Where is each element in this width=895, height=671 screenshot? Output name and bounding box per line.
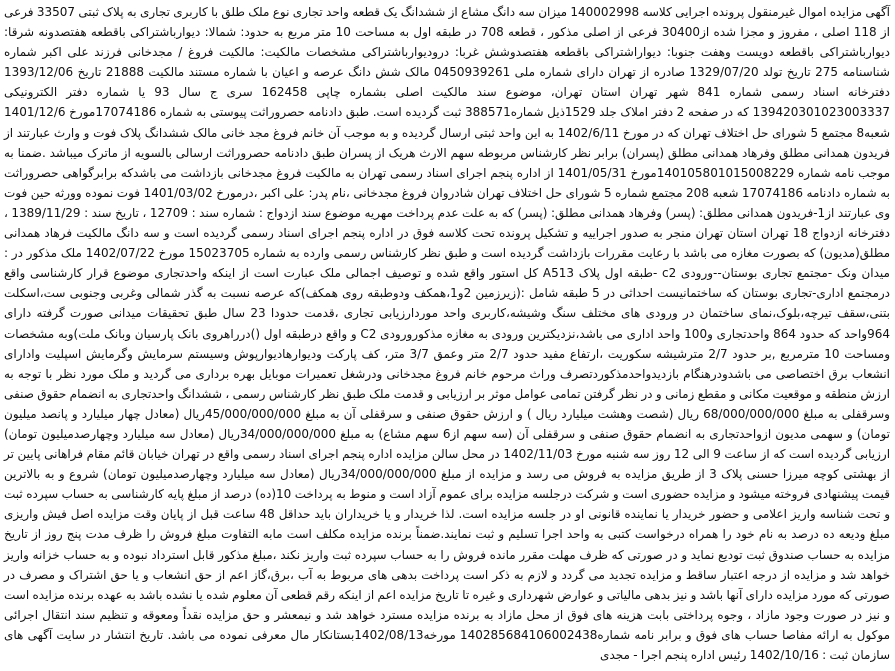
auction-notice-text: آگهی مزایده اموال غیرمنقول پرونده اجرایی کلاسه 140002998 میزان سه دانگ مشاع از ششدانگ یک قطعه واحد تجاری نوع ملک طلق با کاربری تجاری به پلاک ثبتی 33507 فرعی از 118 اصلی ، مفروز و مجزا شده از30400 فرعی از اصلی مذکور ، قطعه 708 در طبقه اول به مساحت 10 متر مربع به حدود: شمالا: دیوارباشتراکی باقطعه هفتصدونه شرقا: دیوارباشتراکی باقطعه دویست وهفت جنوبا: دیواراشتراکی باقطعه هفتصدوشش غربا: درودیوارباشتراکی مشخصات مالکیت: مالکیت فروغ / مجدخانی فرزند علی اکبر شماره شناسنامه 275 تاریخ تولد 1329/07/20 صادره از تهران دارای شماره ملی 0450939261 مالک شش دانگ عرصه و اعیان با شماره مستند مالکیت 21888 تاریخ 1393/12/06 دفترخانه اسناد رسمی شماره 841 شهر تهران استان تهران، موضوع سند مالکیت اصلی بشماره چاپی 162458 سری ج سال 93 یا شماره دفتر الکترونیکی 139420301023003337 که در صفحه 2 دفتر املاک جلد 1529ذیل شماره388571 ثبت گردیده است. طبق دادنامه حصروراثت پیوستی به شماره 17074186مورخ 1401/12/6 شعبه8 مجتمع 5 شورای حل اختلاف تهران که در مورخ 1402/6/11 به این واحد ثبتی ارسال گردیده و به موجب آن خانم فروغ مجد خانی مالک ششدانگ پلاک فوت و وارث عبارتند از فریدون همدانی مطلق وفرهاد همدانی مطلق (پسران) برابر نظر کارشناس مربوطه سهم الارث هریک از پسران طبق دادنامه حصروراثت ارسالی بالسویه از ماترک میباشد .ضمنا به موجب نامه شماره 140105801015008229مورخ 1401/05/31 از اداره پنجم اجرای اسناد رسمی تهران به مالکیت فروغ مجدخانی بازداشت می باشدکه برابرگواهی حصروراثت به شماره دادنامه 17074186 شعبه 208 مجتمع شماره 5 شورای حل اختلاف تهران شادروان فروغ مجدخانی ،نام پدر: علی اکبر ،درمورخ 1401/03/02 فوت نموده وورثه حین فوت وی عبارتند از1-فریدون همدانی مطلق: (پسر) وفرهاد همدانی مطلق: (پسر) که به علت عدم پرداخت مهریه موضوع سند ازدواج : شماره سند : 12709 ، تاریخ سند : 1389/11/29 ، دفترخانه ازدواج 18 تهران استان تهران منجر به صدور اجراییه و تشکیل پرونده تحت کلاسه فوق در اداره پنجم اجرای اسناد رسمی گردیده است و سه دانگ مالکیت فرهاد همدانی مطلق(مدیون) که بصورت مغازه می باشد با رعایت مقررات بازداشت گردیده است و طبق نظر کارشناس رسمی وارده به شماره 15023705 مورخ 1402/07/22 ملک مذکور در : میدان ونک -مجتمع تجاری بوستان--ورودی c2 -طبقه اول پلاک A513 کل استور واقع شده و توصیف اجمالی ملک عبارت است از اینکه واحدتجاری موضوع قرار کارشناسی واقع درمجتمع اداری-تجاری بوستان که ساختمانیست احداثی در 5 طبقه شامل :(زیرزمین 2و1،همکف ودوطبقه روی همکف)که عرصه نسبت به گذر شمالی وغربی وجنوبی ست،اسکلت بتنی،سقف تیرچه،بلوک،نمای ساختمان در ورودی های مختلف سنگ وشیشه،کاربری واحد موردارزیابی تجاری ،قدمت حدودا 23 سال طبق تحقیقات میدانی صورت گرفته دارای 964واحد که حدود 864 واحدتجاری و100 واحد اداری می باشد،نزدیکترین ورودی به مغازه مذکورورودی C2 و واقع درطبقه اول ()درراهروی بانک پارسیان وبانک ملت)وبه مشخصات ومساحت 10 مترمربع ,بر حدود 2/7 مترشیشه سکوریت ،ارتفاع مفید حدود 2/7 متر وعمق 3/7 متر، کف پارکت ودیوارهادیوارپوش وسیستم سرمایش وگرمایش اسپلیت وادارای انشعاب برق اختصاصی می باشدودرهنگام بازدیدواحدمذکوردتصرف وراث مرحوم خانم فروغ مجدخانی ودرشغل تعمیرات موبایل بهره برداری می گردید و ملک مورد نظر با توجه به ارزش منطقه و موقعیت مکانی و مقطع زمانی و در نظر گرفتن تمامی عوامل موثر بر ارزیابی و قدمت ملک طبق نظر کارشناس رسمی ، ششدانگ واحدتجاری به انضمام حقوق صنفی وسرقفلی به مبلغ 68/000/000/000 ریال (شصت وهشت میلیارد ریال ) و ارزش حقوق صنفی و سرقفلی آن به مبلغ 45/000/000/000ریال (معادل چهار میلیارد و پانصد میلیون تومان) و سهمی مدیون ازواحدتجاری به انضمام حقوق صنفی و سرقفلی آن (سه سهم از6 سهم مشاع) به مبلغ 34/000/000/000ریال (معادل سه میلیارد وچهارصدمیلیون تومان) ارزیابی گردیده است که از ساعت 9 الی 12 روز سه شنبه مورخ 1402/11/03 در محل سالن مزایده اداره پنجم اجرای اسناد رسمی واقع در تهران خیابان قائم مقام فراهانی پایین تر از بهشتی کوچه میرزا حسنی پلاک 3 از طریق مزایده به فروش می رسد و مزایده از مبلغ 34/000/000/000ریال (معادل سه میلیارد وچهارصدمیلیون تومان) شروع و به بالاترین قیمت پیشنهادی فروخته میشود و مزایده حضوری است و شرکت درجلسه مزایده برای عموم آزاد است و منوط به پرداخت 10(ده) درصد از مبلغ پایه کارشناسی به حساب سپرده ثبت و تحت شناسه واریز اعلامی و حضور خریدار یا نماینده قانونی او در جلسه مزایده است. لذا خریدار و یا خریداران باید حداقل 48 ساعت قبل از پایان وقت مزایده اصل فیش واریزی مبلغ ودیعه ده درصد به نام خود را همراه درخواست کتبی به واحد اجرا تسلیم و ثبت نمایند.ضمناً برنده مزایده مکلف است مابه التفاوت مبلغ فروش را ظرف مدت پنج روز از تاریخ مزایده به حساب صندوق ثبت تودیع نماید و در صورتی که ظرف مهلت مقرر مانده فروش را به حساب سپرده ثبت واریز نکند ،مبلغ مذکور قابل استرداد نبوده و به حساب خزانه واریز خواهد شد و مزایده از درجه اعتبار ساقط و مزایده تجدید می گردد و لازم به ذکر است پرداخت بدهی های مربوط به آب ،برق،گاز اعم از حق انشعاب و یا حق اشتراک و مصرف در صورتی که مورد مزایده دارای آنها باشد و نیز بدهی مالیاتی و عوارض شهرداری و غیره تا تاریخ مزایده اعم از اینکه رقم قطعی آن معلوم شده یا نشده باشد به عهده برنده مزایده است و نیز در صورت وجود مازاد ، وجوه پرداختی بابت هزینه های فوق از محل مازاد به برنده مزایده مسترد خواهد شد و نیمعشر و حق مزایده نقداً ومعوقه و تنظیم سند انتقال اجرائی موکول به ارائه مفاصا حساب های فوق و برابر نامه شماره140285684106002438 مورخه1402/08/13بستانکار مال معرفی نموده می باشد. تاریخ انتشار در سایت آگهی های سازمان ثبت : 1402/10/16 رئیس اداره پنجم اجرا - مجدی [4,5,891,662]
